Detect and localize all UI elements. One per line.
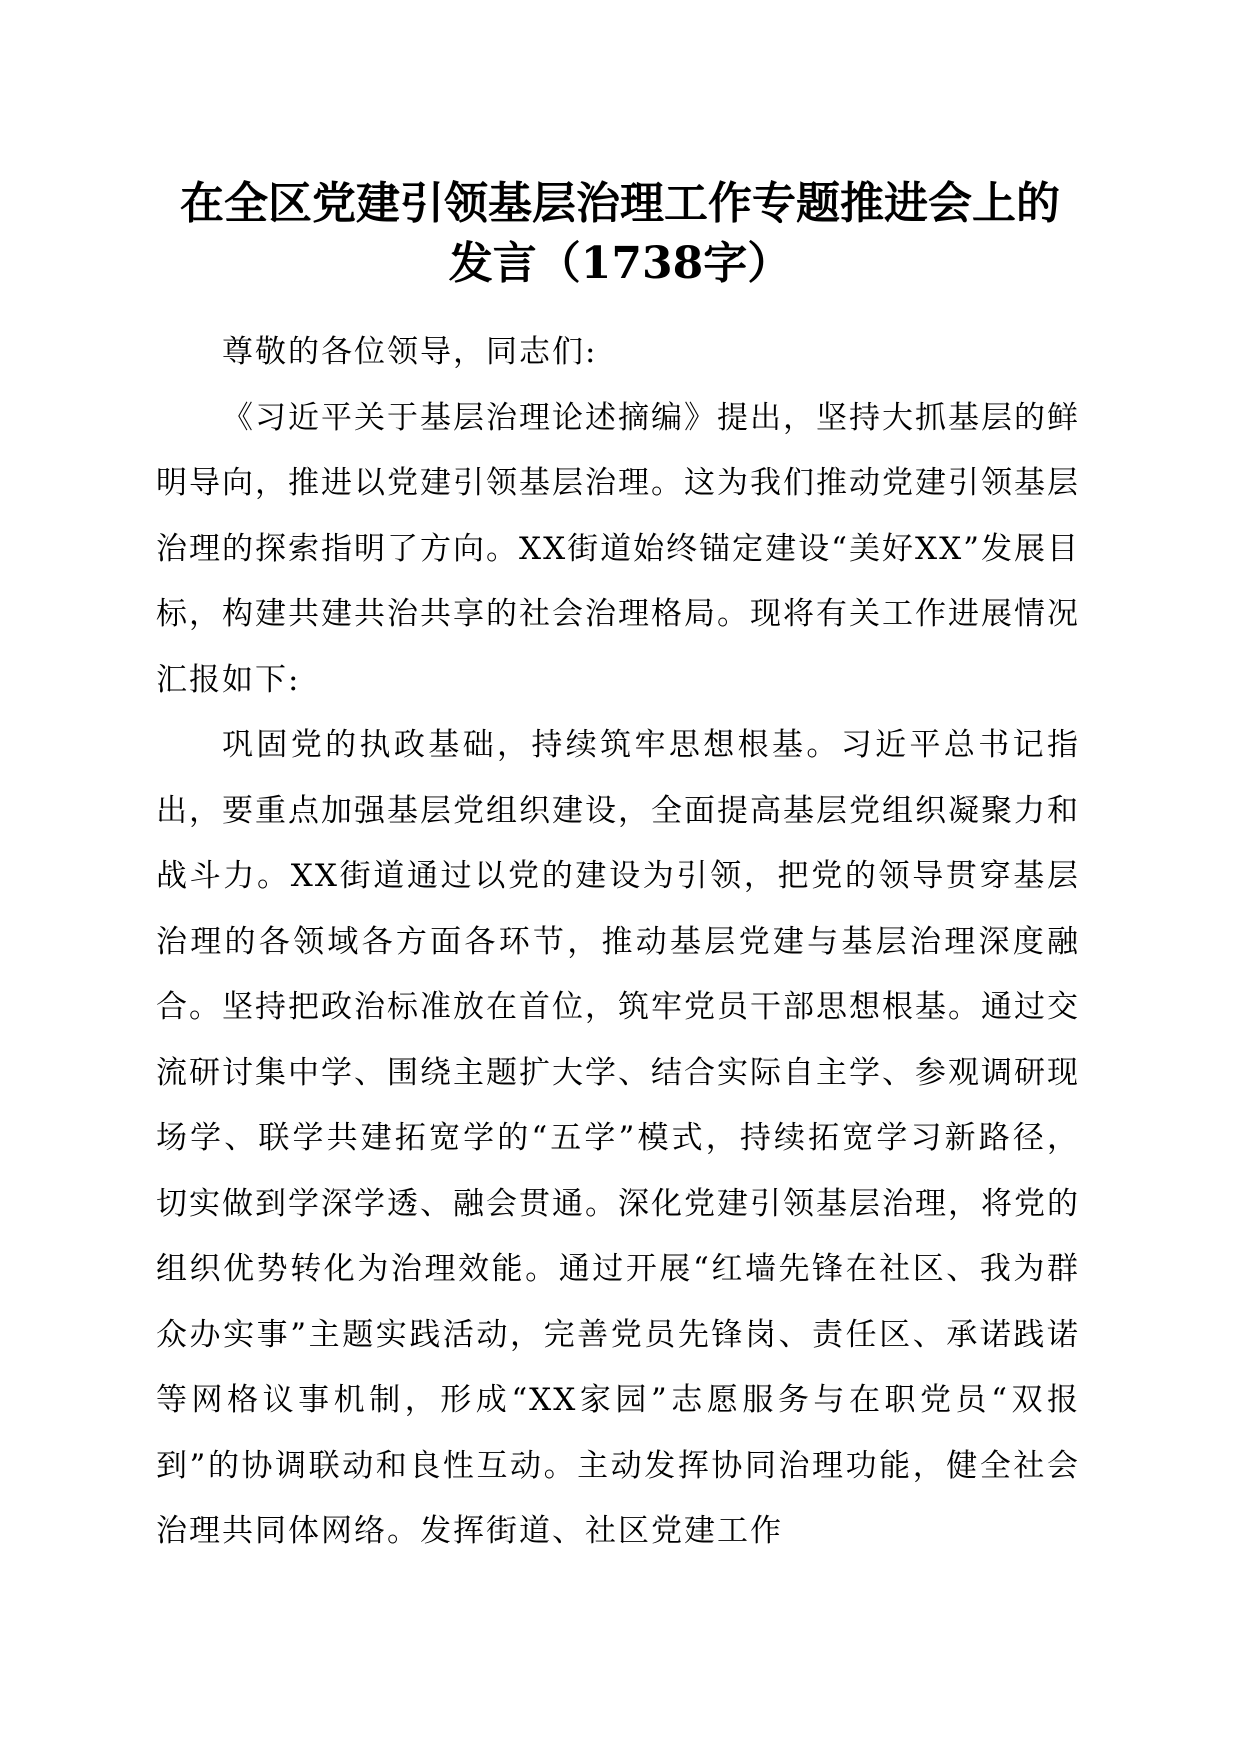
paragraph-intro: 《习近平关于基层治理论述摘编》提出，坚持大抓基层的鲜明导向，推进以党建引领基层治理。这为我们推动党建引领基层治理的探索指明了方向。XX街道始终锚定建设“美好XX”发展目标，构建共建共治共享的社会治理格局。现将有关工作进展情况汇报如下: (156, 399, 1080, 698)
document-body (156, 320, 1080, 1565)
document-title (150, 174, 1090, 294)
title-line-2: 发言（1738字） (448, 238, 792, 289)
title-line-1: 在全区党建引领基层治理工作专题推进会上的 (180, 178, 1060, 229)
paragraph-section-1: 巩固党的执政基础，持续筑牢思想根基。习近平总书记指出，要重点加强基层党组织建设，全面提高基层党组织凝聚力和战斗力。XX街道通过以党的建设为引领，把党的领导贯穿基层治理的各领域各方面各环节，推动基层党建与基层治理深度融合。坚持把政治标准放在首位，筑牢党员干部思想根基。通过交流研讨集中学、围绕主题扩大学、结合实际自主学、参观调研现场学、联学共建拓宽学的“五学”模式，持续拓宽学习新路径，切实做到学深学透、融会贯通。深化党建引领基层治理，将党的组织优势转化为治理效能。通过开展“红墙先锋在社区、我为群众办实事”主题实践活动，完善党员先锋岗、责任区、承诺践诺等网格议事机制，形成“XX家园”志愿服务与在职党员“双报到”的协调联动和良性互动。主动发挥协同治理功能，健全社会治理共同体网络。发挥街道、社区党建工作 (156, 727, 1080, 1549)
greeting: 尊敬的各位领导，同志们: (222, 334, 598, 370)
